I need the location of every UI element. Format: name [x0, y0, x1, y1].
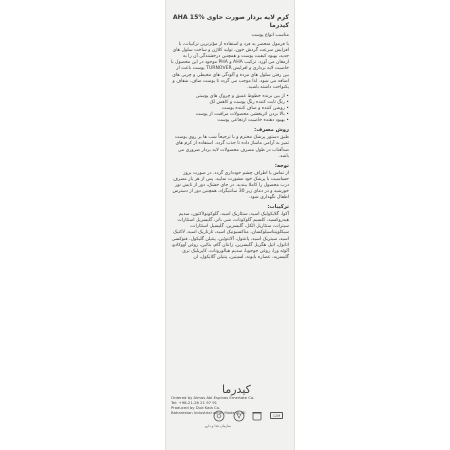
- health-ministry-icon: [213, 410, 225, 424]
- footer-line: Tel: +98-21-26 21 97 91: [171, 400, 218, 405]
- product-text-panel: [171, 14, 289, 264]
- benefits-list: [171, 94, 289, 124]
- jar-icon: [251, 410, 263, 422]
- benefit-item: • بالا بردن اثربخشی محصولات مراقبت از پوست: [195, 112, 289, 118]
- benefit-item: • روشن کننده و صاف کننده پوست: [221, 106, 289, 112]
- brand-logo: کیدرما: [222, 383, 251, 396]
- benefit-item: • رنگ ثابت کننده رنگ پوست و کاهش لک: [209, 99, 289, 105]
- period-after-opening-badge: 12M: [270, 412, 283, 419]
- footer-line: Produced by Dud Kala Co.: [171, 405, 221, 410]
- footer-line: Baharestan Industrial zone. Made in IRI: [171, 410, 246, 415]
- description-text: با فرمول منحصر به فرد و استفاده از مؤثرترین ترکیبات، با افزایش سرعت گردش خون، تولید کلاژن و ساخت سلول های جدید، بهبود کیفیت پوست و همچنین درخشندگی آن را به ارمغان می آورد. ترکیب AHA و PHA موجود در این محصول با خاصیت لایه برداری و افزایش TURNOVER پوست باعث از بین رفتن سلول های مرده و آلودگی های محیطی و چربی های اضافه می شود. لذا موجب می گردد تا پوست صاف، شفاف و یکنواخت داشته باشید.: [171, 42, 289, 90]
- ingredients-heading: ترکیبات:: [267, 204, 289, 211]
- recycle-icon: [233, 410, 245, 422]
- warning-heading: توجه:: [274, 162, 289, 169]
- benefit-item: • از بین برنده خطوط عمیق و چروک های پوستی: [195, 93, 289, 99]
- footer-line: Ordered by Almas Abi Espinas Emertate Co.: [171, 395, 255, 400]
- intro-text: مناسب انواع پوست: [251, 33, 289, 38]
- health-ministry-label: سازمان غذا و دارو: [205, 424, 231, 428]
- usage-text: طبق دستور پزشک محترم و یا ترجیحاً شب ها بر روی پوست تمیز به آرامی ماساژ داده تا جذب گردد. استفاده از کرم های ضدآفتاب در طول مصرف محصولات لایه بردار ضروری می باشد.: [174, 135, 289, 159]
- warning-text: از تماس با اطراف چشم خودداری گردد. در صورت بروز حساسیت با پزشک خود مشورت نمایید. پس از هر بار مصرف درب محصول را کاملا ببندید. در جای خشک، دور از تابش نور خورشید و در دمای زیر 30 سانتیگراد، همچنین دور از دسترس اطفال نگهداری شود.: [172, 170, 289, 201]
- ingredients-text: آکوا، گلایکولیک اسید، ستئاریک اسید، گلوکونولاکتون، سدیم هیدروکسید، کلسیم گلوکونات، شی باتر، گلیسریل استئارات سیترات، ستئاریل الکل، گلیسرین، گلیسیل استئارات، سیکلوپنتاسیلوکسان، مناکسیونیک اسید، تارتاریک اسید، لاکتیک اسید، سیتریک اسید، پانتنول، آلانتوئین، پنتیلن گلیکول، فنوکسی اتانول، اتیل هگزیل گلیسرین، زانتان گام، بتائین، روغن آووکادو، آلوئه ورا، روغن جوجوبا، سدیم هیالورونات، کاپریلیک تری گلیسرید، عصاره بابونه، لسیتین، پنتیلن گلایکول، ان: [171, 212, 289, 260]
- benefit-item: • بهبود دهنده خاصیت ارتجاعی پوست: [217, 118, 289, 124]
- packaging-icons: [171, 410, 289, 430]
- usage-heading: روش مصرف:: [254, 127, 289, 134]
- product-title: کرم لایه بردار صورت حاوی AHA 15% کیدرما: [172, 14, 289, 29]
